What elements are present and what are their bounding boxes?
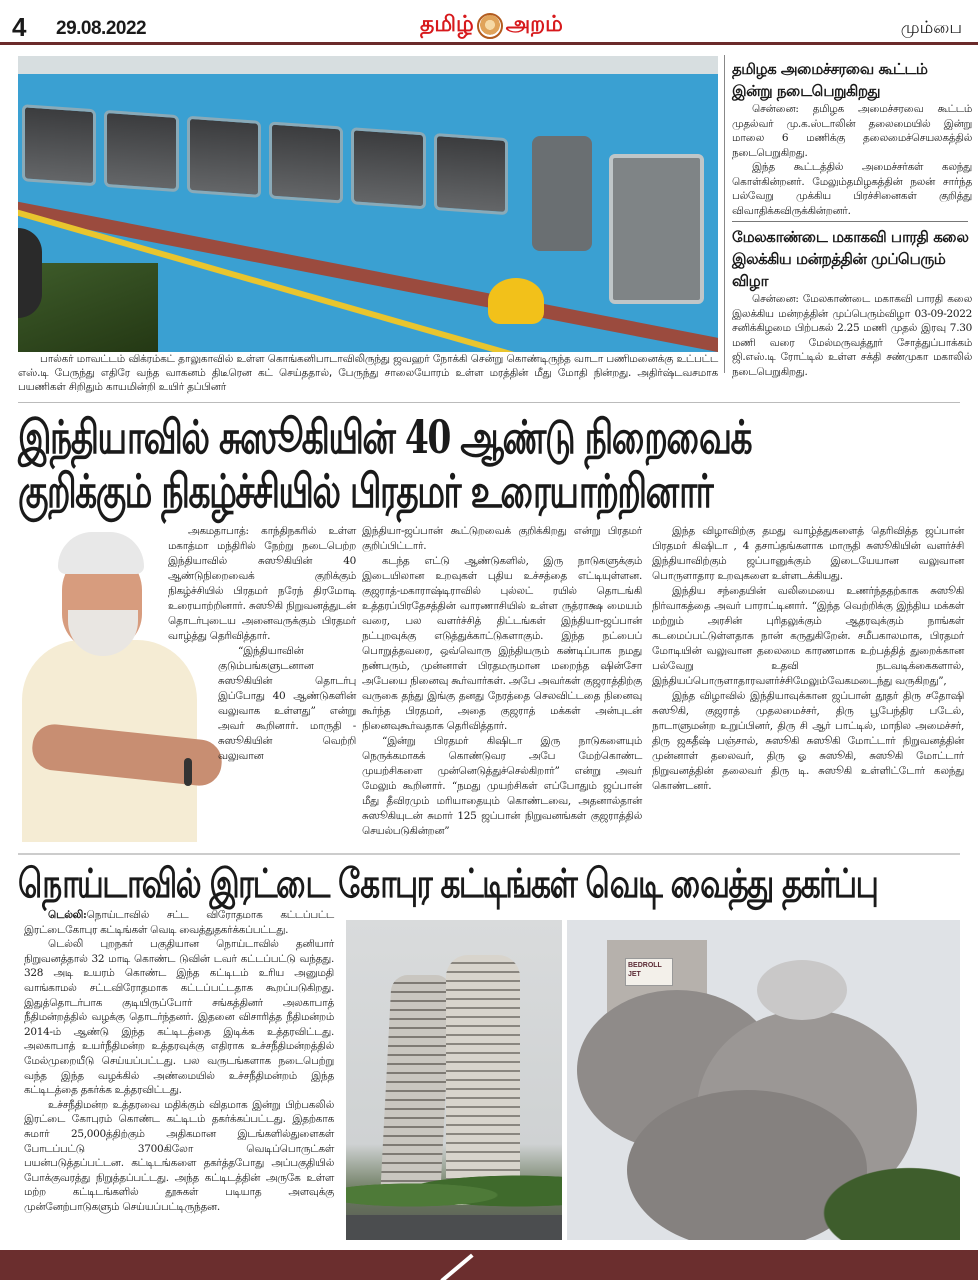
noida-story-text (24, 908, 334, 1214)
sidebar-story-headline: மேலகாண்டை மகாகவி பாரதி கலை இலக்கிய மன்றத்தின் முப்பெரும் விழா (732, 228, 969, 290)
story-paragraph: இந்த விழாவில் இந்தியாவுக்கான ஜப்பான் தூதர் திரு சதோஷி சுஸூகி, குஜராத் முதலமைச்சர், திரு பூபேந்திர படேல், நாடாளுமன்ற உறுப்பினர், திரு சி ஆர் பாட்டில், மாநில அமைச்சர், திரு ஜகதீஷ் பஞ்சால், சுஸூகி சுஸூகி மோட்டார் நிறுவனத்தின் முன்னாள் தலைவர், திரு ஓ சுஸூகி, சுஸூகி மோட்டார் நிறுவனத்தின் தலைவர் திரு டி. சுஸூகி உள்ளிட்டோர் கலந்து கொண்டனர். (652, 690, 964, 792)
photo-bus-door (609, 154, 704, 304)
demolition-photo (567, 920, 960, 1240)
masthead (0, 0, 978, 44)
sidebar-story-bharathi-festival[interactable] (732, 226, 972, 379)
sidebar-story-paragraph: சென்னை: தமிழக அமைச்சரவை கூட்டம் முதல்வர் மு.க.ஸ்டாலின் தலைமையில் இன்று மாலை 6 மணிக்கு தலைமைச்செயலகத்தில் நடைபெறுகிறது. (732, 103, 972, 159)
story-lead-text: நொய்டாவில் சட்ட விரோதமாக கட்டப்பட்ட இரட்டைகோபுர கட்டிங்கள் வெடி வைத்துதகர்க்கப்பட்டது. (24, 909, 334, 936)
twin-towers-photo (346, 920, 562, 1240)
photo-hair (58, 532, 144, 574)
bus-accident-photo (18, 56, 718, 352)
main-headline-line1: இந்தியாவில் சுஸூகியின் 40 ஆண்டு நிறைவைக் (18, 410, 752, 464)
story-paragraph: உச்சநீதிமன்ற உத்தரவை மதிக்கும் விதமாக இன்று பிற்பகலில் இரட்டை கோபுரம் கொண்ட கட்டிடம் தகர்க்கப்பட்டது. இதற்காக சுமார் 25,000த்திற்கும் அதிகமான இடங்களில்துளைகள் போடப்பட்டு 3700கிலோ வெடிப்பொருட்கள் பயன்படுத்தப்பட்டன. கட்டிடங்களை தகர்த்தபோது அப்பகுதியில் போக்குவரத்து நிறுத்தப்பட்டது. அந்த கட்டிடத்தின் அருகே உள்ள மற்ற கட்டிடங்களில் தூசுகள் படியாத அளவுக்கு முன்னேற்பாடுகளும் செய்யப்பட்டிருந்தன. (24, 1098, 334, 1213)
brand-text-left: தமிழ் (420, 12, 474, 37)
sidebar-story-paragraph: இந்த கூட்டத்தில் அமைச்சர்கள் கலந்து கொள்கின்றனர். மேலும்தமிழகத்தின் நலன் சார்ந்த பல்வேறு முக்கிய பிரச்சினைகள் குறித்து விவாதிக்கவிருக்கின்றனர். (732, 161, 972, 217)
photo-tower-right (446, 955, 520, 1205)
dateline: டெல்லி: (48, 909, 87, 921)
brand-text-right: அறம் (505, 12, 563, 37)
photo-banner: BEDROLL JET (625, 958, 673, 986)
photo-tree (790, 1150, 960, 1240)
main-headline-line2: குறிக்கும் நிகழ்ச்சியில் பிரதமர் உரையாற்றினார் (18, 464, 713, 518)
story-paragraph: இந்த விழாவிற்கு தமது வாழ்த்துகளைத் தெரிவித்த ஜப்பான் பிரதமர் கிஷிடா , 4 தசாப்தங்களாக மாருதி சுஸூகியின் வளர்ச்சி இந்தியாவிற்கும் ஜப்பானுக்கும் இடையேயான வலுவான பொருளாதார உறவுகளை உள்ளடக்கியது. (652, 525, 964, 582)
emblem-icon (477, 13, 503, 39)
sidebar-divider (732, 221, 968, 222)
photo-trees (346, 1175, 562, 1215)
photo-bus-panel (532, 136, 592, 251)
story-paragraph: டெல்லி புறநகர் பகுதியான நொய்டாவில் தனியார் நிறுவனத்தால் 32 மாடி கொண்ட டுவின் டவர் கட்டப்பட்டு வந்தது. 328 அடி உயரம் கொண்ட இந்த கட்டிடம் உரிய அனுமதி வாங்காமல் சட்டவிரோதமாக கட்டப்பட்டதாக கூறப்படுகிறது. இதுத்தொடர்பாக குடியிருப்போர் சங்கத்தினர் அலகாபாத் நீதிமன்றத்தில் வழக்கு தொடர்ந்தனர். இதனை விசாரித்த நீதிமன்றம் 2014-ம் ஆண்டு இந்த கட்டிடத்தை இடிக்க உத்தரவிட்டது. அலகாபாத் உயர்நீதிமன்ற உத்தரவுக்கு எதிராக உச்சநீதிமன்றத்தில் மேல்முறையீடு செய்யப்பட்டது. பல வருடங்களாக நடைபெற்று வந்த இந்த வழக்கில் அண்மையில் உச்சநீதிமன்றம் இந்த கட்டிடத்தை தகர்க்க உத்தரவிட்டது. (24, 938, 334, 1097)
edition-city: மும்பை (900, 18, 962, 38)
section-divider (18, 853, 960, 855)
column-divider (724, 55, 725, 373)
main-story-column-3 (652, 524, 964, 794)
story-paragraph: இந்திய சந்தையின் வலிமையை உணர்ந்ததற்காக சுஸூகி நிர்வாகத்தை அவர் பாராட்டினார். “இந்த வெற்றிக்கு இந்திய மக்கள் மற்றும் அரசின் புரிதலுக்கும் ஆதரவுக்கும் நாங்கள் கடமைப்பட்டுள்ளதாக நான் கருதுகிறேன். சமீபகாலமாக, பிரதமர் மோடியின் வலுவான தலைமை காரணமாக உற்பத்தித் துறைக்கான பல்வேறு உதவி நடவடிக்கைகளால், இந்தியப்பொருளாதாரவளர்ச்சிமேலும்வேகமடைந்து வருகிறது”, (652, 585, 964, 687)
sidebar-story-cabinet[interactable] (732, 58, 972, 218)
footer-slash-decoration (440, 1254, 473, 1280)
photo-tower-left (380, 975, 452, 1195)
photo-bus-emblem (488, 278, 544, 324)
section-divider (18, 402, 960, 403)
story-paragraph: “இன்று பிரதமர் கிஷிடா இரு நாடுகளையும் நெருக்கமாகக் கொண்டுவர அபே மேற்கொண்ட முயற்சிகளை முன்னெடுத்துச்செல்கிறார்” என்று அவர் மேலும் கூறினார். “நமது முயற்சிகள் எப்போதும் ஜப்பான் மீது தீவிரமும் மரியாதையும் கொண்டவை, அதனால்தான் சுஸூகியுடன் சுமார் 125 ஜப்பான் நிறுவனங்கள் குஜராத்தில் செயல்படுகின்றன” (362, 735, 642, 837)
story-paragraph: கடந்த எட்டு ஆண்டுகளில், இரு நாடுகளுக்கும் இடையிலான உறவுகள் புதிய உச்சத்தை எட்டியுள்ளன. குஜராத்-மகாராஷ்டிராவில் புல்லட் ரயில் தொடங்கி உத்தரப்பிரதேசத்தின் வாரணாசியில் உள்ள ருத்ராக்ஷ மையம் வரை, பல வளர்ச்சித் திட்டங்கள் இந்தியா-ஜப்பான் நட்புறவுக்கு எடுத்துக்காட்டுகளாகும். இந்த நட்பைப் பொறுத்தவரை, ஒவ்வொரு இந்தியரும் கண்டிப்பாக நமது நண்பரும், முன்னாள் பிரதமருமான மறைந்த ஷின்சோ அபேயை நினைவு கூர்வார்கள். அபே அவர்கள் குஜராத்திற்கு வருகை தந்து இங்கு தனது நேரத்தை செலவிட்டதை நினைவு கூர்ந்த பிரதமர், அதை குஜராத் மக்கள் அன்புடன் நினைவுகூர்வதாக தெரிவித்தார். (362, 555, 642, 732)
sidebar-story-paragraph: சென்னை: மேலகாண்டை மகாகவி பாரதி கலை இலக்கிய மன்றத்தின் முப்பெரும்விழா 03-09-2022 சனிக்கிழமை பிற்பகல் 2.25 மணி முதல் இரவு 7.30 மணி வரை மேல்மருவத்தூர் சோத்துப்பாக்கம் ஜி.எஸ்.டி ரோட்டில் உள்ள சக்தி சண்முகா மகாலில் நடைபெறுகிறது. (732, 293, 972, 378)
masthead-divider (0, 42, 978, 45)
story-paragraph: இந்தியா-ஜப்பான் கூட்டுறவைக் குறிக்கிறது என்று பிரதமர் குறிப்பிட்டார். (362, 525, 642, 552)
story-paragraph (24, 908, 334, 937)
noida-headline[interactable]: நொய்டாவில் இரட்டை கோபுர கட்டிங்கள் வெடி வைத்து தகர்ப்பு (18, 860, 878, 907)
main-story-column-1 (168, 524, 356, 764)
photo-bus-windows (18, 104, 508, 215)
main-headline[interactable] (18, 410, 752, 518)
photo-caption: பால்கர் மாவட்டம் விக்ரம்கட் தாலுகாவில் உள்ள கொங்கனிபாடாவிலிருந்து ஜவஹர் நோக்கி சென்று கொண்டிருந்த வாடா பணிமனைக்கு உட்பட்ட எஸ்.டி பேருந்து எதிரே வந்த வாகனம் திடீரென கட் செய்ததால், பேருந்து சாலையோரம் உள்ள மரத்தின் மீது மோதி நின்றது. அதிர்ஷ்டவசமாக பயணிகள் சிறிதும் காயமின்றி உயிர் தப்பினர் (18, 353, 718, 393)
main-story-column-2 (362, 524, 642, 839)
dust-cloud (757, 960, 847, 1020)
story-paragraph: “இந்தியாவின் குடும்பங்களுடனான சுஸூகியின் தொடர்பு இப்போது 40 ஆண்டுகளின் வலுவாக உள்ளது” என்று அவர் கூறினார். மாருதி - சுஸூகியின் வெற்றி வலுவான (218, 645, 356, 762)
story-paragraph: அகமதாபாத்: காந்திநகரில் உள்ள மகாத்மா மந்திரில் நேற்று நடைபெற்ற இந்தியாவில் சுஸூகியின் 40 ஆண்டுநிறைவைக் குறிக்கும் நிகழ்ச்சியில் பிரதமர் நரேந் திரமோடி உரையாற்றினார். சுஸூகி நிறுவனத்துடன் தொடர்புடைய அனைவருக்கும் பிரதமர் வாழ்த்து தெரிவித்தார். (168, 525, 356, 642)
sidebar-story-headline: தமிழக அமைச்சரவை கூட்டம் இன்று நடைபெறுகிறது (732, 60, 928, 100)
issue-date: 29.08.2022 (56, 18, 147, 39)
newspaper-logo[interactable] (420, 12, 563, 40)
photo-bus-wheel (18, 228, 42, 318)
page-number: 4 (12, 12, 26, 42)
photo-road (346, 1215, 562, 1240)
footer-bar (0, 1250, 978, 1280)
